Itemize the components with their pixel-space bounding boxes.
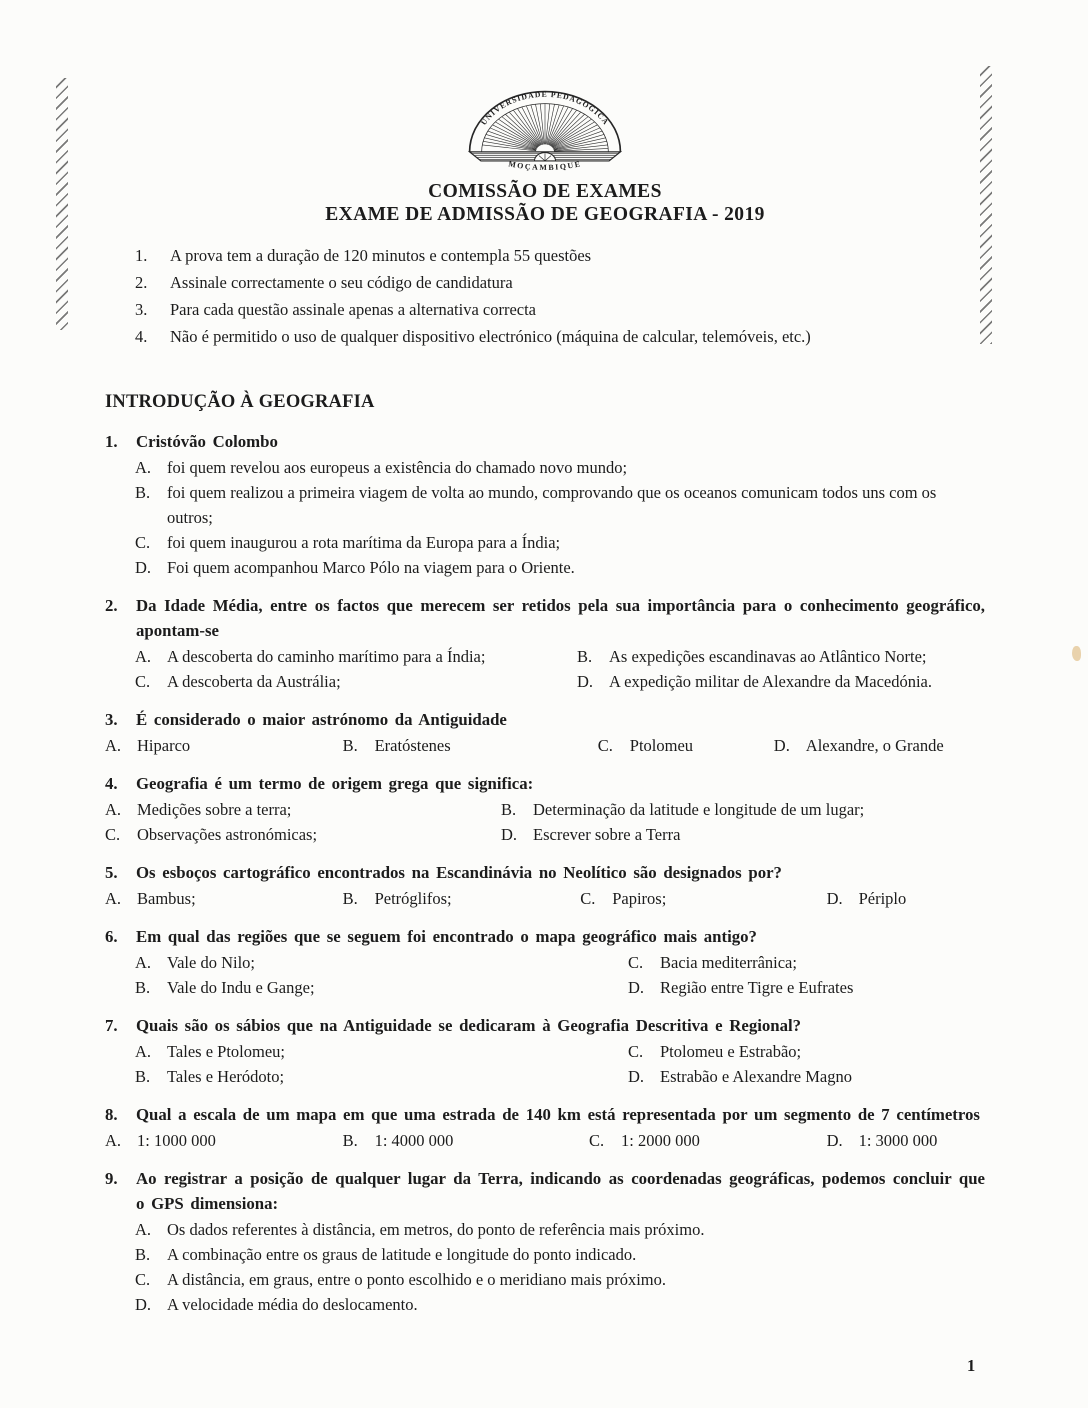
option-text: Ptolomeu e Estrabão; [660,1042,802,1061]
option-D [774,733,985,758]
option-text: foi quem realizou a primeira viagem de volta ao mundo, comprovando que os oceanos comunicam todos uns com os outros; [167,483,937,527]
option-label: C. [580,889,596,908]
option-text: Papiros; [612,889,667,908]
question-text: Em qual das regiões que se seguem foi encontrado o mapa geográfico mais antigo? [136,927,757,946]
option-label: B. [501,800,517,819]
option-label: D. [577,672,594,691]
question-6 [105,924,985,1000]
question-8 [105,1102,985,1153]
question-number: 3. [105,710,118,729]
instructions-list [135,242,985,350]
question-options [135,1039,985,1089]
option-D [501,822,985,847]
question-number: 4. [105,774,118,793]
option-B [135,480,985,530]
question-options [105,797,985,847]
instruction-number: 2. [135,273,148,292]
option-A [105,797,501,822]
option-text: foi quem revelou aos europeus a existência do chamado novo mundo; [167,458,628,477]
option-A [105,733,343,758]
option-text: Região entre Tigre e Eufrates [660,978,854,997]
right-edge-binding-marks [980,66,992,344]
question-head [105,1013,985,1038]
option-text: Petróglifos; [374,889,452,908]
option-label: B. [342,736,358,755]
option-label: D. [135,1295,152,1314]
option-D [135,1292,985,1317]
option-C [580,886,826,911]
option-label: A. [105,889,122,908]
university-fan-logo [456,84,634,176]
option-B [343,1128,589,1153]
left-edge-binding-marks [56,78,68,330]
logo-country-text: MOÇAMBIQUE [507,159,583,172]
option-label: B. [342,889,358,908]
option-text: Vale do Indu e Gange; [167,978,315,997]
option-label: A. [135,1220,152,1239]
option-text: A velocidade média do deslocamento. [167,1295,418,1314]
option-A [105,886,343,911]
option-D [628,1064,985,1089]
option-text: Medições sobre a terra; [137,800,292,819]
option-text: Tales e Ptolomeu; [167,1042,285,1061]
instruction-item [135,323,985,350]
question-text: Quais são os sábios que na Antiguidade se dedicaram à Geografia Descritiva e Regional? [136,1016,802,1035]
option-label: C. [135,672,151,691]
instruction-item [135,296,985,323]
question-head [105,429,985,454]
question-head [105,1166,985,1216]
question-5 [105,860,985,911]
option-label: B. [135,1245,151,1264]
option-A [135,1039,628,1064]
logo-arc-text: UNIVERSIDADE PEDAGOGICA [479,89,611,127]
option-text: Observações astronómicas; [137,825,318,844]
question-head [105,860,985,885]
option-label: A. [135,953,152,972]
question-options [105,1128,985,1153]
option-label: A. [135,647,152,666]
instruction-text: Assinale correctamente o seu código de candidatura [170,273,513,292]
option-B [501,797,985,822]
question-options [135,455,985,580]
option-A [135,950,628,975]
option-label: C. [588,1131,605,1150]
option-B [343,733,598,758]
option-label: B. [342,1131,358,1150]
question-text: Ao registrar a posição de qualquer lugar da Terra, indicando as coordenadas geográficas, podemos concluir que o GPS dimensiona: [136,1169,985,1213]
option-text: Bambus; [137,889,196,908]
option-text: A descoberta do caminho marítimo para a Índia; [167,647,486,666]
question-options [135,1217,985,1317]
option-label: C. [105,825,121,844]
option-label: D. [773,736,790,755]
option-C [135,1267,985,1292]
option-D [577,669,985,694]
option-text: Vale do Nilo; [167,953,255,972]
option-label: A. [135,1042,152,1061]
question-options [135,644,985,694]
question-1 [105,429,985,580]
question-text: Cristóvão Colombo [136,432,278,451]
question-number: 6. [105,927,118,946]
option-D [827,1128,985,1153]
instruction-text: Não é permitido o uso de qualquer dispositivo electrónico (máquina de calcular, telemóveis, etc.) [170,327,811,346]
option-text: Determinação da latitude e longitude de um lugar; [533,800,865,819]
question-number: 9. [105,1169,118,1188]
option-text: Escrever sobre a Terra [533,825,681,844]
option-text: Foi quem acompanhou Marco Pólo na viagem para o Oriente. [167,558,575,577]
option-label: C. [597,736,613,755]
option-label: A. [105,800,122,819]
option-label: B. [577,647,593,666]
question-number: 1. [105,432,118,451]
question-4 [105,771,985,847]
question-number: 5. [105,863,118,882]
instruction-text: A prova tem a duração de 120 minutos e contempla 55 questões [170,246,592,265]
option-C [628,950,985,975]
instruction-item [135,242,985,269]
option-label: D. [826,889,843,908]
option-B [135,1242,985,1267]
option-label: B. [135,483,151,502]
option-B [343,886,581,911]
option-C [598,733,774,758]
option-B [577,644,985,669]
question-options [105,733,985,758]
option-text: Bacia mediterrânica; [660,953,797,972]
question-9 [105,1166,985,1317]
scan-smudge [1072,646,1081,661]
option-B [135,1064,628,1089]
instruction-number: 4. [135,327,148,346]
option-label: A. [105,736,122,755]
option-text: Périplo [858,889,907,908]
option-label: C. [628,953,644,972]
section-title: INTRODUÇÃO À GEOGRAFIA [105,392,375,412]
instruction-text: Para cada questão assinale apenas a alternativa correcta [170,300,537,319]
instruction-item [135,269,985,296]
question-head [105,593,985,643]
question-text: Da Idade Média, entre os factos que merecem ser retidos pela sua importância para o conhecimento geográfico, apontam-se [136,596,985,640]
option-D [628,975,985,1000]
question-head [105,1102,985,1127]
option-text: 1: 1000 000 [137,1131,216,1150]
option-text: As expedições escandinavas ao Atlântico Norte; [609,647,927,666]
question-7 [105,1013,985,1089]
option-A [135,1217,985,1242]
option-label: B. [135,978,151,997]
question-text: Geografia é um termo de origem grega que significa: [136,774,534,793]
option-label: C. [135,1270,151,1289]
option-text: Tales e Heródoto; [167,1067,285,1086]
option-text: A descoberta da Austrália; [167,672,341,691]
question-text: Qual a escala de um mapa em que uma estrada de 140 km está representada por um segmento de 7 centímetros [136,1105,980,1124]
option-text: Hiparco [137,736,191,755]
option-C [135,669,577,694]
option-C [135,530,985,555]
option-text: Ptolomeu [629,736,694,755]
option-label: C. [135,533,151,552]
question-options [105,886,985,911]
option-C [105,822,501,847]
option-C [589,1128,827,1153]
option-text: A expedição militar de Alexandre da Macedónia. [609,672,932,691]
option-text: Eratóstenes [374,736,451,755]
question-2 [105,593,985,694]
option-A [135,644,577,669]
question-head [105,771,985,796]
committee-title: COMISSÃO DE EXAMES [428,181,662,202]
option-text: A combinação entre os graus de latitude e longitude do ponto indicado. [167,1245,637,1264]
question-text: É considerado o maior astrónomo da Antiguidade [136,710,507,729]
option-D [827,886,985,911]
option-text: Alexandre, o Grande [805,736,944,755]
exam-title: EXAME DE ADMISSÃO DE GEOGRAFIA - 2019 [325,204,765,225]
option-text: 1: 4000 000 [374,1131,454,1150]
question-number: 2. [105,596,118,615]
option-B [135,975,628,1000]
question-head [105,924,985,949]
option-text: 1: 3000 000 [858,1131,938,1150]
option-A [105,1128,343,1153]
instruction-number: 3. [135,300,148,319]
page-number: 1 [967,1356,976,1375]
question-options [135,950,985,1000]
question-number: 7. [105,1016,118,1035]
question-3 [105,707,985,758]
instruction-number: 1. [135,246,148,265]
question-head [105,707,985,732]
questions-container [105,429,985,1317]
logo-container [105,0,985,176]
option-label: D. [826,1131,843,1150]
option-label: D. [501,825,518,844]
option-D [135,555,985,580]
question-number: 8. [105,1105,118,1124]
option-text: Estrabão e Alexandre Magno [660,1067,852,1086]
option-label: D. [628,1067,645,1086]
question-text: Os esboços cartográfico encontrados na Escandinávia no Neolítico são designados por? [136,863,782,882]
option-label: C. [628,1042,644,1061]
option-label: D. [135,558,152,577]
option-text: Os dados referentes à distância, em metros, do ponto de referência mais próximo. [167,1220,705,1239]
option-label: B. [135,1067,151,1086]
option-text: A distância, em graus, entre o ponto escolhido e o meridiano mais próximo. [167,1270,667,1289]
option-label: A. [105,1131,122,1150]
option-C [628,1039,985,1064]
option-text: foi quem inaugurou a rota marítima da Europa para a Índia; [167,533,561,552]
option-label: D. [628,978,645,997]
option-A [135,455,985,480]
option-text: 1: 2000 000 [620,1131,700,1150]
option-label: A. [135,458,152,477]
